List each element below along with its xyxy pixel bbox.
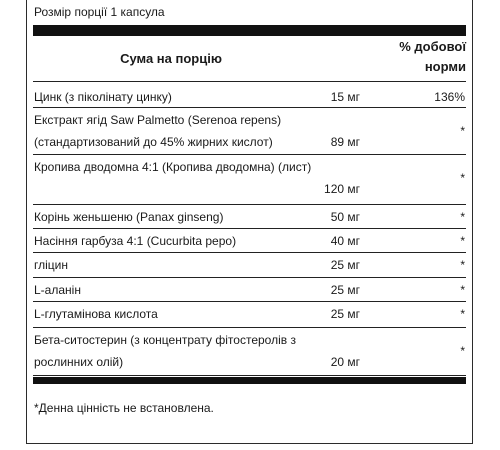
nutrient-daily-value: * (460, 210, 465, 224)
daily-value-header-line1: % добової (399, 39, 466, 54)
daily-value-header (376, 37, 466, 77)
nutrient-amount: 25 мг (330, 283, 360, 297)
nutrient-daily-value: * (460, 307, 465, 321)
header-divider (33, 81, 466, 82)
nutrient-name: Екстракт ягід Saw Palmetto (Serenoa repens) (34, 113, 282, 127)
nutrient-amount: 40 мг (330, 234, 360, 248)
nutrient-row (33, 253, 466, 278)
daily-value-header-line2: норми (424, 59, 466, 74)
nutrient-row (33, 108, 466, 155)
bottom-divider (33, 377, 466, 384)
nutrient-name: Цинк (з піколінату цинку) (34, 90, 172, 104)
nutrient-name: рослинних олій) (34, 355, 124, 369)
nutrient-name: Корінь женьшеню (Panax ginseng) (34, 210, 224, 224)
nutrient-daily-value: 136% (434, 90, 465, 104)
nutrient-daily-value: * (460, 283, 465, 297)
nutrient-row (33, 328, 466, 376)
nutrient-row (33, 229, 466, 253)
nutrient-daily-value: * (460, 124, 465, 138)
nutrient-amount: 50 мг (330, 210, 360, 224)
nutrient-name: Насіння гарбуза 4:1 (Cucurbita pepo) (34, 234, 237, 248)
nutrient-name: Бета-ситостерин (з концентрату фітостеролів з (34, 333, 296, 347)
nutrient-amount: 15 мг (330, 90, 360, 104)
supplement-facts-panel (26, 0, 473, 444)
nutrient-amount: 89 мг (330, 135, 360, 149)
nutrient-row (33, 205, 466, 229)
nutrient-name: L-аланін (34, 283, 81, 297)
nutrient-row (33, 278, 466, 302)
nutrient-name: гліцин (34, 258, 68, 272)
serving-size: Розмір порції 1 капсула (34, 5, 165, 19)
nutrient-name: (стандартизований до 45% жирних кислот) (34, 135, 273, 149)
nutrient-amount: 120 мг (324, 182, 360, 196)
nutrient-daily-value: * (460, 258, 465, 272)
nutrient-row (33, 302, 466, 328)
amount-per-serving-header: Сума на порцію (120, 51, 222, 66)
nutrient-daily-value: * (460, 171, 465, 185)
nutrient-daily-value: * (460, 234, 465, 248)
nutrient-amount: 25 мг (330, 258, 360, 272)
nutrient-amount: 20 мг (330, 355, 360, 369)
nutrient-amount: 25 мг (330, 307, 360, 321)
nutrient-row (33, 155, 466, 205)
top-divider (33, 25, 466, 36)
nutrient-row (33, 85, 466, 108)
nutrient-name: Кропива дводомна 4:1 (Кропива дводомна) (лист) (34, 160, 312, 174)
footnote: *Денна цінність не встановлена. (34, 401, 214, 415)
nutrient-name: L-глутамінова кислота (34, 307, 158, 321)
nutrient-daily-value: * (460, 344, 465, 358)
